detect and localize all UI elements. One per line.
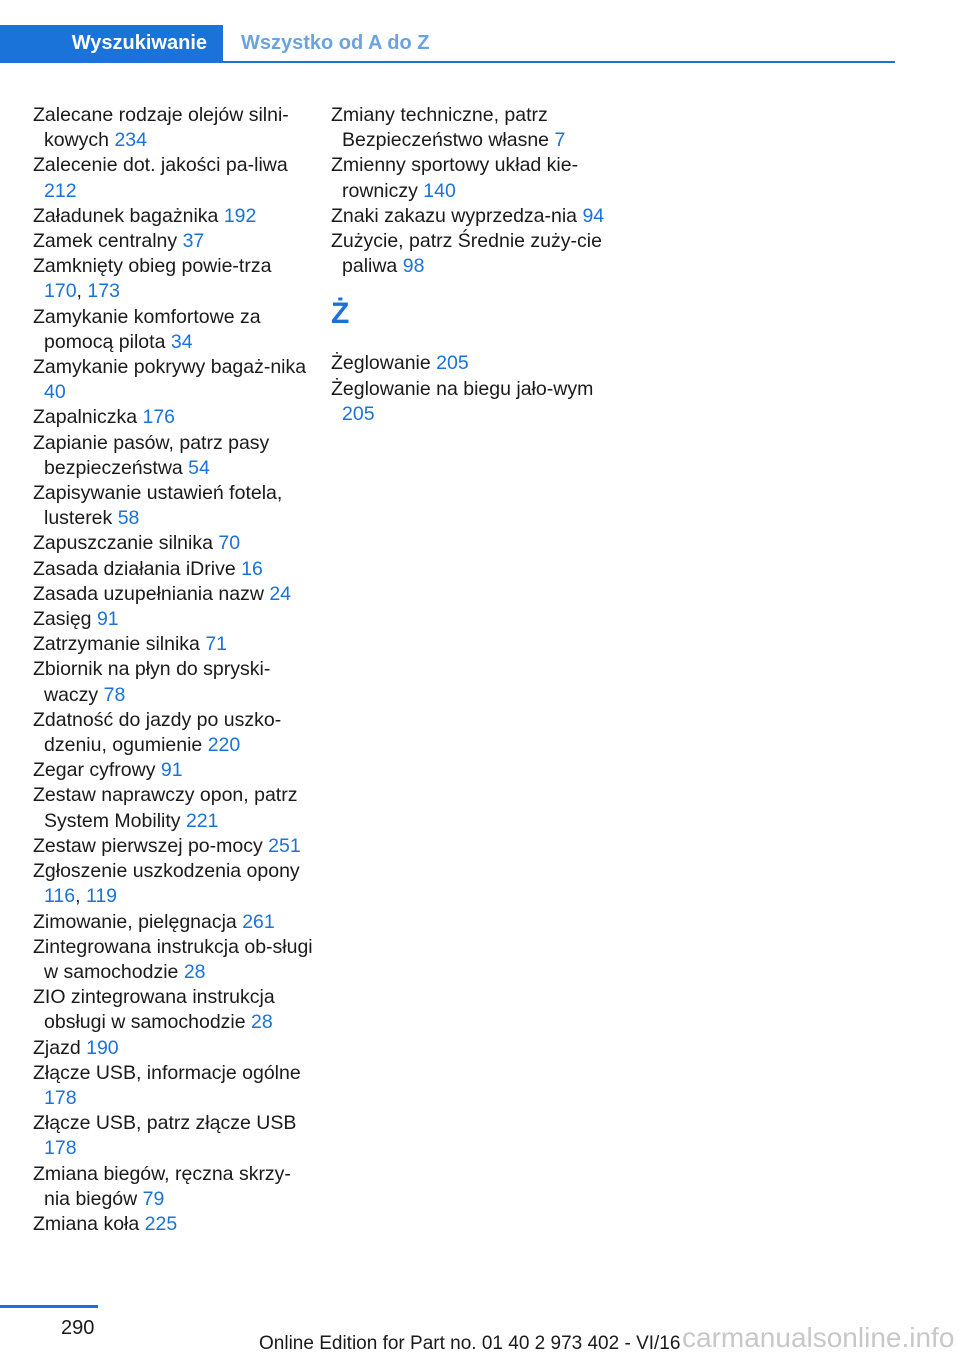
index-entry [33, 481, 313, 531]
page-link[interactable]: 190 [86, 1036, 119, 1059]
index-entry-text: Zapuszczanie silnika [33, 532, 213, 555]
index-entry-text: Zamknięty obieg powie-trza [33, 255, 272, 278]
index-entry [33, 103, 313, 153]
page-link[interactable]: 16 [241, 557, 263, 580]
index-column-right [331, 103, 621, 427]
footer-rule [0, 1305, 98, 1308]
index-group-z-dot [331, 351, 621, 427]
index-entry [33, 1162, 313, 1212]
index-entry-text: Zmiana koła [33, 1212, 140, 1235]
index-entry [33, 153, 313, 203]
index-entry [33, 531, 313, 556]
index-entry-text: Zatrzymanie silnika [33, 633, 200, 656]
index-entry-text: Zintegrowana instrukcja ob-sługi w samochodzie [33, 935, 313, 983]
index-entry [331, 351, 621, 376]
page-link[interactable]: 78 [103, 683, 126, 706]
index-entry-text: Zamek centralny [33, 230, 178, 253]
index-entry-text: Zbiornik na płyn do spryski-waczy [33, 658, 271, 706]
index-entry [33, 229, 313, 254]
index-entry-text: Zestaw pierwszej po-mocy [33, 834, 263, 857]
page-link[interactable]: 119 [85, 885, 118, 908]
page-link[interactable]: 251 [268, 834, 301, 857]
page-link[interactable]: 221 [185, 809, 219, 832]
page-link[interactable]: 173 [87, 280, 120, 303]
index-entry [331, 377, 621, 427]
index-entry: Zamknięty obieg powie-trza 170, 173 [33, 255, 272, 303]
page-link[interactable]: 261 [242, 910, 275, 933]
index-entry-text: Zapisywanie ustawień fotela, lusterek [33, 482, 283, 530]
index-entry [33, 355, 313, 405]
page-link[interactable]: 34 [170, 330, 193, 353]
index-entry-text: Zmienny sportowy układ kie-rowniczy [331, 154, 579, 202]
page-link[interactable]: 205 [342, 402, 375, 425]
page-link[interactable]: 91 [160, 759, 183, 782]
index-entry [33, 405, 313, 430]
page-link[interactable]: 212 [44, 179, 77, 202]
index-entry-text: Zużycie, patrz Średnie zuży-cie paliwa [331, 230, 602, 278]
index-entry-text: Złącze USB, informacje ogólne [33, 1061, 301, 1084]
page-link[interactable]: 70 [218, 532, 241, 555]
index-entry-text: Zdatność do jazdy po uszko-dzeniu, ogumienie [33, 708, 282, 757]
page-link[interactable]: 170 [44, 280, 77, 303]
page-link[interactable]: 79 [142, 1187, 165, 1210]
page-link[interactable]: 40 [44, 381, 66, 404]
index-entry [33, 783, 313, 833]
index-group-z [331, 103, 621, 279]
header-tab-bar [0, 25, 895, 63]
index-entry-text: Zapalniczka [33, 406, 138, 429]
index-column-left [33, 103, 313, 1237]
index-entry-text: Zestaw naprawczy opon, patrz System Mobility [33, 784, 298, 832]
page-link[interactable]: 225 [144, 1212, 178, 1235]
page-link[interactable]: 94 [582, 204, 605, 227]
tab-wyszukiwanie[interactable]: Wyszukiwanie [0, 25, 223, 61]
index-entry-text: Zalecane rodzaje olejów silni-kowych [33, 104, 289, 152]
index-entry [33, 834, 313, 859]
index-entry [33, 910, 313, 935]
page-link[interactable]: 28 [183, 960, 206, 983]
index-entry-text: Zasięg [33, 608, 92, 631]
index-entry-text: Zgłoszenie uszkodzenia opony [33, 860, 300, 883]
section-letter: Ż [331, 297, 350, 331]
index-entry-text: Załadunek bagażnika [33, 204, 219, 227]
page-link[interactable]: 58 [117, 507, 140, 530]
index-entry [33, 582, 313, 607]
page-link[interactable]: 220 [207, 734, 241, 757]
index-entry [33, 1212, 313, 1237]
index-entry [33, 985, 313, 1035]
page-link[interactable]: 28 [251, 1011, 273, 1034]
page-link[interactable]: 71 [205, 633, 228, 656]
edition-text: Online Edition for Part no. 01 40 2 973 402 - VI/16 [259, 1333, 681, 1354]
page-link[interactable]: 176 [142, 406, 176, 429]
index-entry [33, 935, 313, 985]
index-entry-text: Zmiana biegów, ręczna skrzy-nia biegów [33, 1162, 291, 1210]
page-link[interactable]: 7 [554, 129, 566, 152]
index-entry-text: Zasada działania iDrive [33, 557, 236, 580]
index-entry: Zgłoszenie uszkodzenia opony 116, 119 [33, 860, 300, 908]
page-number: 290 [61, 1317, 95, 1339]
page-link[interactable]: 116 [44, 885, 76, 908]
index-entry-text: Zapianie pasów, patrz pasy bezpieczeństwa [33, 431, 270, 479]
index-entry-text: Złącze USB, patrz złącze USB [33, 1112, 297, 1135]
index-entry-text: Żeglowanie [331, 352, 431, 375]
index-entry-text: Zalecenie dot. jakości pa-liwa [33, 154, 288, 177]
page-link[interactable]: 91 [96, 608, 119, 631]
index-entry [33, 607, 313, 632]
page-link[interactable]: 54 [188, 456, 210, 479]
index-entry [33, 758, 313, 783]
index-entry-text: Zamykanie pokrywy bagaż-nika [33, 356, 307, 379]
tab-wszystko-od-a-do-z[interactable]: Wszystko od A do Z [241, 32, 430, 54]
index-entry [331, 229, 621, 279]
index-entry [33, 632, 313, 657]
index-entry-text: Zegar cyfrowy [33, 759, 156, 782]
index-entry-text: Żeglowanie na biegu jało-wym [331, 377, 594, 400]
index-entry-text: Zimowanie, pielęgnacja [33, 910, 237, 933]
page-link[interactable]: 178 [44, 1137, 77, 1160]
index-entry-text: Zamykanie komfortowe za pomocą pilota [33, 305, 261, 353]
index-entry [33, 431, 313, 481]
index-entry-text: Zmiany techniczne, patrz Bezpieczeństwo własne [331, 104, 550, 152]
index-entry-text: Zasada uzupełniania nazw [33, 582, 264, 605]
index-entry [33, 1036, 313, 1061]
index-entry-text: Zjazd [33, 1036, 81, 1059]
index-entry [33, 708, 313, 758]
page-link[interactable]: 24 [269, 582, 292, 605]
index-entry [33, 1061, 313, 1111]
page-link[interactable]: 205 [436, 352, 469, 375]
page-link[interactable]: 140 [423, 179, 456, 202]
index-entry [33, 1111, 313, 1161]
page-link[interactable]: 98 [402, 255, 425, 278]
index-entry [33, 204, 313, 229]
index-entry [331, 153, 621, 203]
index-entry-text: Znaki zakazu wyprzedza-nia [331, 204, 578, 227]
page-link[interactable]: 234 [114, 129, 147, 152]
index-entry [33, 557, 313, 582]
page-link[interactable]: 37 [182, 230, 205, 253]
index-entry [33, 657, 313, 707]
index-entry [331, 204, 621, 229]
page-link[interactable]: 192 [223, 204, 257, 227]
index-entry [331, 103, 621, 153]
index-entry [33, 305, 313, 355]
page-link[interactable]: 178 [44, 1086, 77, 1109]
index-entry-text: ZIO zintegrowana instrukcja obsługi w samochodzie [33, 986, 275, 1034]
watermark: carmanualsonline.info [682, 1322, 955, 1353]
